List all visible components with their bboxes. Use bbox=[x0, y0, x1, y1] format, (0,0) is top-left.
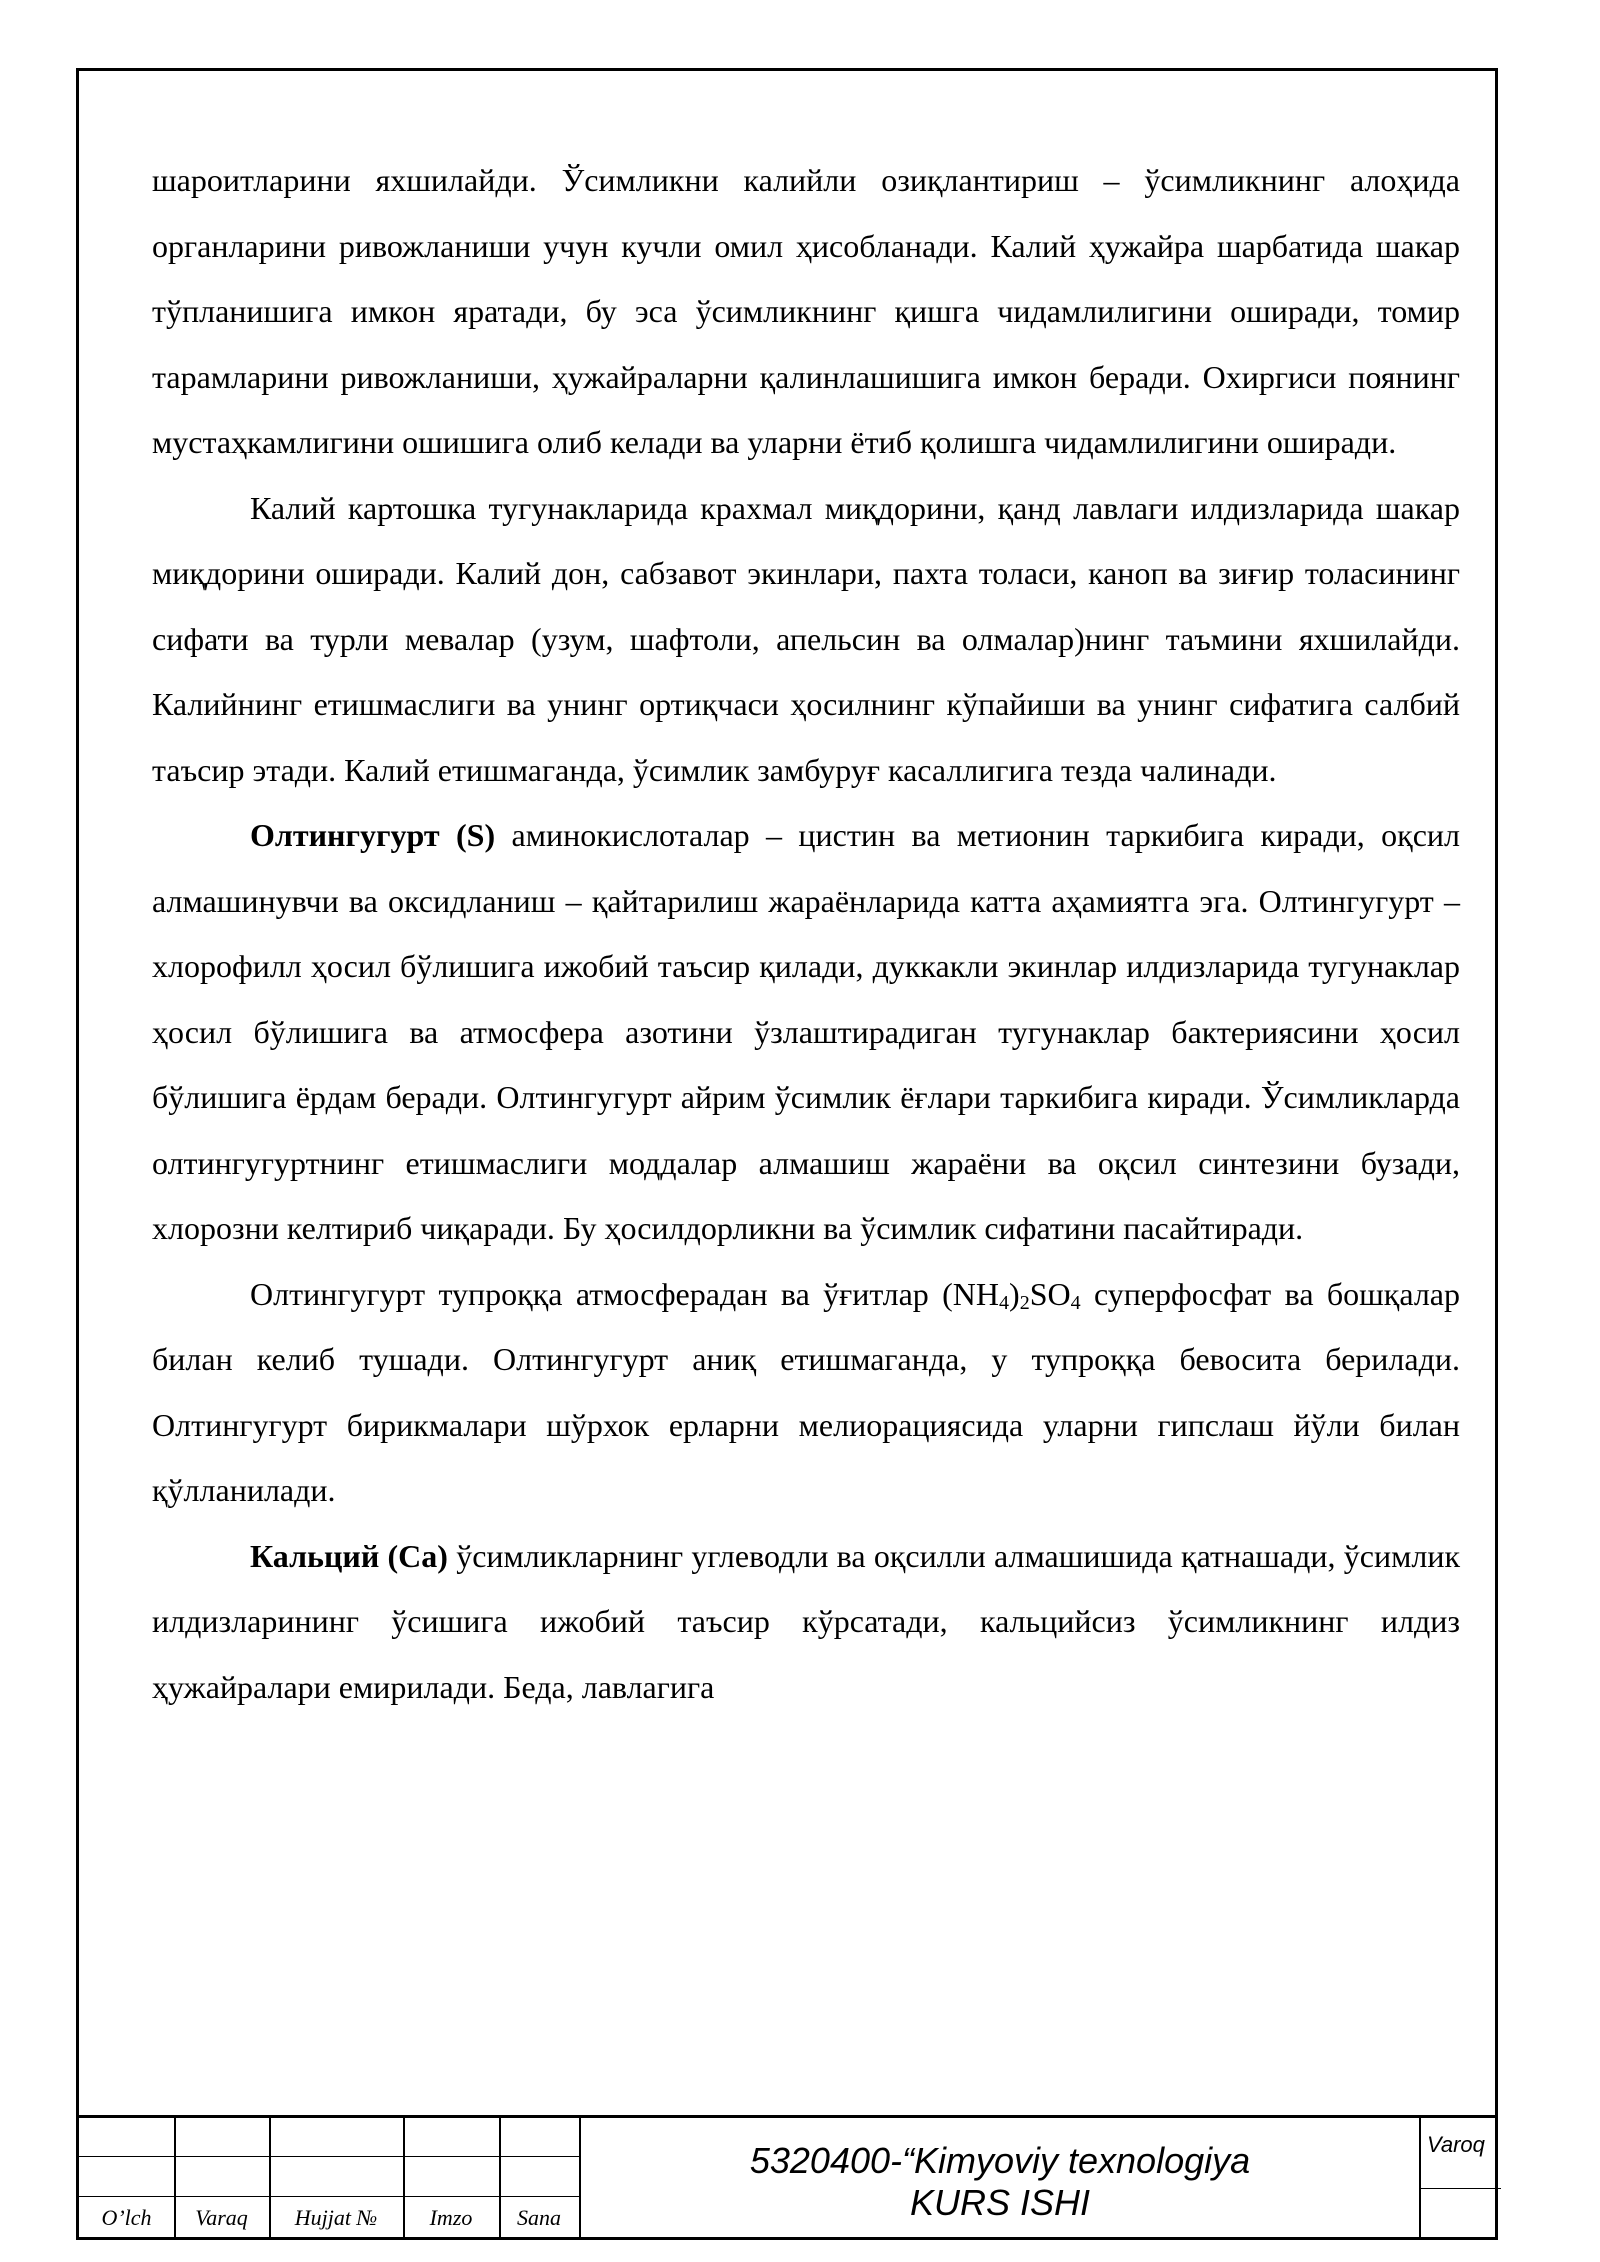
paragraph-text: суперфосфат ва бошқалар билан келиб тушади. Олтингугурт аниқ етишмаганда, у тупроққа бевосита берилади. Олтингугурт бирикмалари шўрхок ерларни мелиорациясида уларни гипслаш йўли билан қўлланилади. bbox=[152, 1275, 1461, 1508]
paragraph bbox=[152, 1262, 1460, 1524]
bold-term: Олтингугурт (S) bbox=[250, 817, 496, 853]
bold-term: Кальций (Ca) bbox=[250, 1537, 448, 1574]
title-block bbox=[76, 2116, 1498, 2240]
paragraph-text: ) bbox=[1009, 1275, 1020, 1312]
paragraph-text: аминокислоталар – цистин ва метионин таркибига киради, оқсил алмашинувчи ва оксидланиш – қайтарилиш жараёнларида катта аҳамиятга эга. Олтингугурт – хлорофилл ҳосил бўлишига ижобий таъсир қилади, дуккакли экинлар илдизларида тугунаклар ҳосил бўлишига ва атмосфера азотини ўзлаштирадиган тугунаклар бактериясини ҳосил бўлишига ёрдам беради. Олтингугурт айрим ўсимлик ёғлари таркибига киради. Ўсимликларда олтингугуртнинг етишмаслиги моддалар алмашиш жараёни ва оқсил синтезини бузади, хлорозни келтириб чиқаради. Бу ҳосилдорликни ва ўсимлик сифатини пасайтиради. bbox=[152, 817, 1460, 1246]
document-title-line1: 5320400-“Kimyoviy texnologiya bbox=[749, 2140, 1251, 2181]
subscript: 4 bbox=[999, 1291, 1010, 1314]
document-title-line2: KURS ISHI bbox=[909, 2182, 1091, 2223]
paragraph bbox=[152, 1524, 1460, 1721]
document-title bbox=[581, 2140, 1419, 2224]
paragraph bbox=[152, 476, 1460, 804]
paragraph-text: Калий картошка тугунакларида крахмал миқдорини, қанд лавлаги илдизларида шакар миқдорини оширади. Калий дон, сабзавот экинлари, пахта толаси, каноп ва зиғир толасининг сифати ва турли мевалар (узум, шафтоли, апельсин ва олмалар)нинг таъмини яхшилайди. Калийнинг етишмаслиги ва унинг ортиқчаси ҳосилнинг кўпайиши ва унинг сифатига салбий таъсир этади. Калий етишмаганда, ўсимлик замбуруғ касаллигига тезда чалинади. bbox=[152, 489, 1460, 788]
col-label-olch: O’lch bbox=[101, 2205, 152, 2230]
col-label-varaq: Varaq bbox=[195, 2205, 248, 2230]
subscript: 4 bbox=[1070, 1291, 1081, 1314]
col-label-hujjat: Hujjat № bbox=[294, 2205, 378, 2230]
paragraph-text: ўсимликларнинг углеводли ва оқсилли алмашишида қатнашади, ўсимлик илдизларининг ўсишига ижобий таъсир кўрсатади, кальцийсиз ўсимликнинг илдиз ҳужайралари емирилади. Беда, лавлагига bbox=[152, 1537, 1461, 1705]
col-label-sana: Sana bbox=[517, 2205, 561, 2230]
paragraph bbox=[152, 148, 1460, 476]
paragraph-text: шароитларини яхшилайди. Ўсимликни калийли озиқлантириш – ўсимликнинг алоҳида органларини ривожланиши учун кучли омил ҳисобланади. Калий ҳужайра шарбатида шакар тўпланишига имкон яратади, бу эса ўсимликнинг қишга чидамлилигини оширади, томир тарамларини ривожланиши, ҳужайраларни қалинлашишига имкон беради. Охиргиси поянинг мустаҳкамлигини ошишига олиб келади ва уларни ётиб қолишга чидамлилигини оширади. bbox=[152, 162, 1460, 460]
subscript: 2 bbox=[1019, 1291, 1030, 1314]
paragraph bbox=[152, 803, 1460, 1262]
sheet-label: Varoq bbox=[1427, 2132, 1485, 2157]
paragraph-text: Олтингугурт тупроққа атмосферадан ва ўғитлар (NH bbox=[250, 1275, 1000, 1312]
col-label-imzo: Imzo bbox=[429, 2205, 473, 2230]
document-body bbox=[152, 148, 1460, 1720]
paragraph-text: SO bbox=[1029, 1275, 1071, 1312]
